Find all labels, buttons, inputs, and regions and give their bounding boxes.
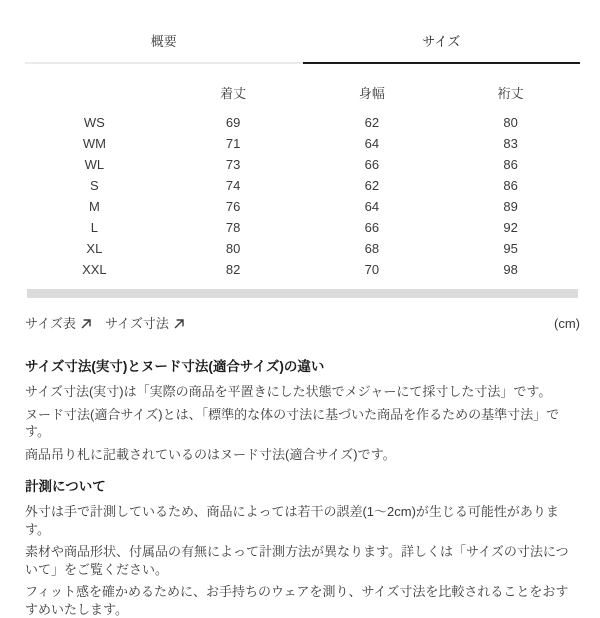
size-cell: 71 xyxy=(225,135,241,151)
size-label: M xyxy=(88,198,100,214)
size-row xyxy=(25,154,580,175)
size-row xyxy=(25,175,580,196)
size-label: S xyxy=(90,177,99,193)
size-cell: 86 xyxy=(503,177,518,193)
size-row xyxy=(25,133,580,154)
section-paragraph: 商品吊り札に記載されているのはヌード寸法(適合サイズ)です。 xyxy=(25,446,396,462)
section-size-vs-nude xyxy=(25,358,580,463)
col-header-width: 身幅 xyxy=(358,86,385,101)
size-cell: 66 xyxy=(364,219,380,235)
tab-size[interactable]: サイズ xyxy=(303,31,581,64)
size-cell: 66 xyxy=(364,156,380,172)
section-heading: サイズ寸法(実寸)とヌード寸法(適合サイズ)の違い xyxy=(25,359,325,374)
size-chart-link-label: サイズ表 xyxy=(25,316,76,331)
section-paragraph: フィット感を確かめるために、お手持ちのウェアを測り、サイズ寸法を比較されることをおすすめいたします。 xyxy=(25,584,569,617)
section-paragraph: ヌード寸法(適合サイズ)とは、「標準的な体の寸法に基づいた商品を作るための基準寸法」です。 xyxy=(25,406,560,439)
section-measurement xyxy=(25,478,580,618)
tab-bar xyxy=(0,0,600,64)
size-cell: 73 xyxy=(225,156,241,172)
size-row xyxy=(25,112,580,133)
size-cell: 78 xyxy=(225,219,241,235)
section-paragraph: 素材や商品形状、付属品の有無によって計測方法が異なります。詳しくは「サイズの寸法について」をご覧ください。 xyxy=(25,544,569,577)
size-links-row xyxy=(25,316,580,332)
size-cell: 86 xyxy=(503,156,518,172)
size-cell: 76 xyxy=(225,198,241,214)
size-row xyxy=(25,217,580,238)
size-row xyxy=(25,238,580,259)
size-cell: 62 xyxy=(364,114,380,130)
size-label: WS xyxy=(83,114,105,130)
size-cell: 69 xyxy=(225,114,241,130)
size-dimensions-link-label: サイズ寸法 xyxy=(104,316,169,331)
size-cell: 89 xyxy=(503,198,518,214)
size-cell: 92 xyxy=(503,219,518,235)
col-header-sleeve: 裄丈 xyxy=(497,86,524,101)
size-chart-table xyxy=(25,76,580,280)
size-label: WL xyxy=(84,156,105,172)
size-cell: 95 xyxy=(503,240,518,256)
size-cell: 80 xyxy=(503,114,518,130)
external-link-arrow-icon xyxy=(174,319,184,329)
section-paragraph: サイズ寸法(実寸)は「実際の商品を平置きにした状態でメジャーにて採寸した寸法」です。 xyxy=(25,384,552,399)
horizontal-scrollbar[interactable] xyxy=(27,289,578,298)
size-row xyxy=(25,259,580,280)
corner-cell xyxy=(25,76,164,112)
size-label: XXL xyxy=(82,261,107,277)
size-label: XL xyxy=(86,240,103,256)
size-cell: 62 xyxy=(364,177,380,193)
section-heading: 計測について xyxy=(25,479,106,494)
size-row xyxy=(25,196,580,217)
size-cell: 64 xyxy=(364,198,380,214)
unit-label: (cm) xyxy=(554,316,580,331)
size-dimensions-link[interactable] xyxy=(105,316,184,332)
size-cell: 83 xyxy=(503,135,518,151)
size-cell: 70 xyxy=(364,261,380,277)
size-chart-link[interactable] xyxy=(25,316,91,332)
tab-overview[interactable]: 概要 xyxy=(25,31,303,64)
size-cell: 64 xyxy=(364,135,380,151)
section-paragraph: 外寸は手で計測しているため、商品によっては若干の誤差(1〜2cm)が生じる可能性があります。 xyxy=(25,504,559,537)
size-cell: 68 xyxy=(364,240,380,256)
size-chart-header-row xyxy=(25,76,580,112)
size-cell: 98 xyxy=(503,261,518,277)
size-cell: 80 xyxy=(225,240,241,256)
col-header-length: 着丈 xyxy=(220,86,247,101)
size-label: L xyxy=(90,219,98,235)
external-link-arrow-icon xyxy=(81,319,91,329)
size-label: WM xyxy=(82,135,106,151)
size-cell: 82 xyxy=(225,261,241,277)
size-cell: 74 xyxy=(225,177,241,193)
